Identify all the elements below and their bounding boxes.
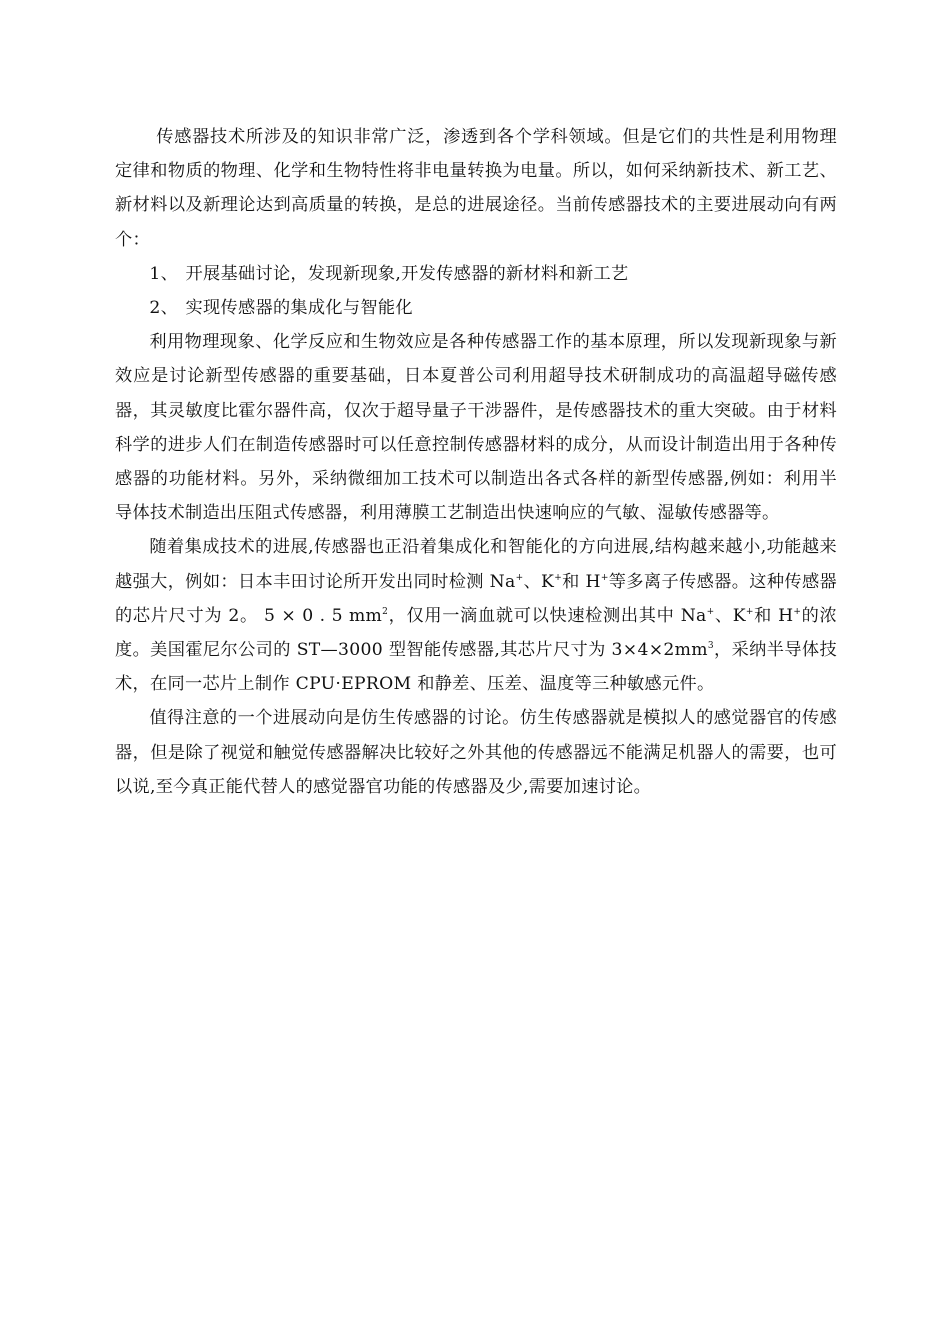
integration-paragraph <box>115 530 837 701</box>
superscript: + <box>554 572 563 583</box>
list-number: 2、 <box>149 298 179 319</box>
list-item-text: 实现传感器的集成化与智能化 <box>185 298 413 319</box>
list-number: 1、 <box>149 263 179 284</box>
text-run: ，仅用一滴血就可以快速检测出其中 Na <box>388 605 707 626</box>
superscript: + <box>706 606 715 617</box>
text-run: 和 H <box>753 605 794 626</box>
superscript: + <box>745 606 754 617</box>
text-run: 、K <box>714 605 746 626</box>
bionic-sensor-paragraph: 值得注意的一个进展动向是仿生传感器的讨论。仿生传感器就是模拟人的感觉器官的传感器，但是除了视觉和触觉传感器解决比较好之外其他的传感器远不能满足机器人的需要，也可以说,至今真正能代替人的感觉器官功能的传感器及少,需要加速讨论。 <box>115 708 837 797</box>
new-materials-paragraph: 利用物理现象、化学反应和生物效应是各种传感器工作的基本原理，所以发现新现象与新效应是讨论新型传感器的重要基础，日本夏普公司利用超导技术研制成功的高温超导磁传感器，其灵敏度比霍尔器件高，仅次于超导量子干涉器件，是传感器技术的重大突破。由于材料科学的进步人们在制造传感器时可以任意控制传感器材料的成分，从而设计制造出用于各种传感器的功能材料。另外，采纳微细加工技术可以制造出各式各样的新型传感器,例如：利用半导体技术制造出压阻式传感器，利用薄膜工艺制造出快速响应的气敏、湿敏传感器等。 <box>115 332 837 524</box>
text-run: 的浓度。美国霍尼尔公司的 ST—3000 型智能传感器,其芯片尺寸为 3×4×2mm <box>115 605 837 661</box>
document-page <box>115 120 837 804</box>
superscript: 2 <box>382 606 389 617</box>
intro-paragraph: 传感器技术所涉及的知识非常广泛，渗透到各个学科领域。但是它们的共性是利用物理定律和物质的物理、化学和生物特性将非电量转换为电量。所以，如何采纳新技术、新工艺、新材料以及新理论达到高质量的转换，是总的进展途径。当前传感器技术的主要进展动向有两个： <box>115 127 837 250</box>
list-item <box>115 257 837 291</box>
text-run: 、K <box>523 571 555 592</box>
superscript: + <box>793 606 802 617</box>
text-run: 等多离子传感器。这种传感器的芯片尺寸为 2。 5 × 0 . 5 mm <box>115 571 838 626</box>
list-item-text: 开展基础讨论，发现新现象,开发传感器的新材料和新工艺 <box>185 263 629 284</box>
text-run: ，采纳半导体技术，在同一芯片上制作 CPU·EPROM 和静差、压差、温度等三种敏感元件。 <box>115 640 837 695</box>
text-run: 和 H <box>562 571 601 592</box>
superscript: + <box>600 572 609 583</box>
superscript: + <box>515 572 524 583</box>
text-run: 随着集成技术的进展,传感器也正沿着集成化和智能化的方向进展,结构越来越小,功能越来越强大，例如：日本丰田讨论所开发出同时检测 Na <box>115 537 837 592</box>
superscript: 3 <box>707 641 714 652</box>
list-item <box>115 291 837 325</box>
